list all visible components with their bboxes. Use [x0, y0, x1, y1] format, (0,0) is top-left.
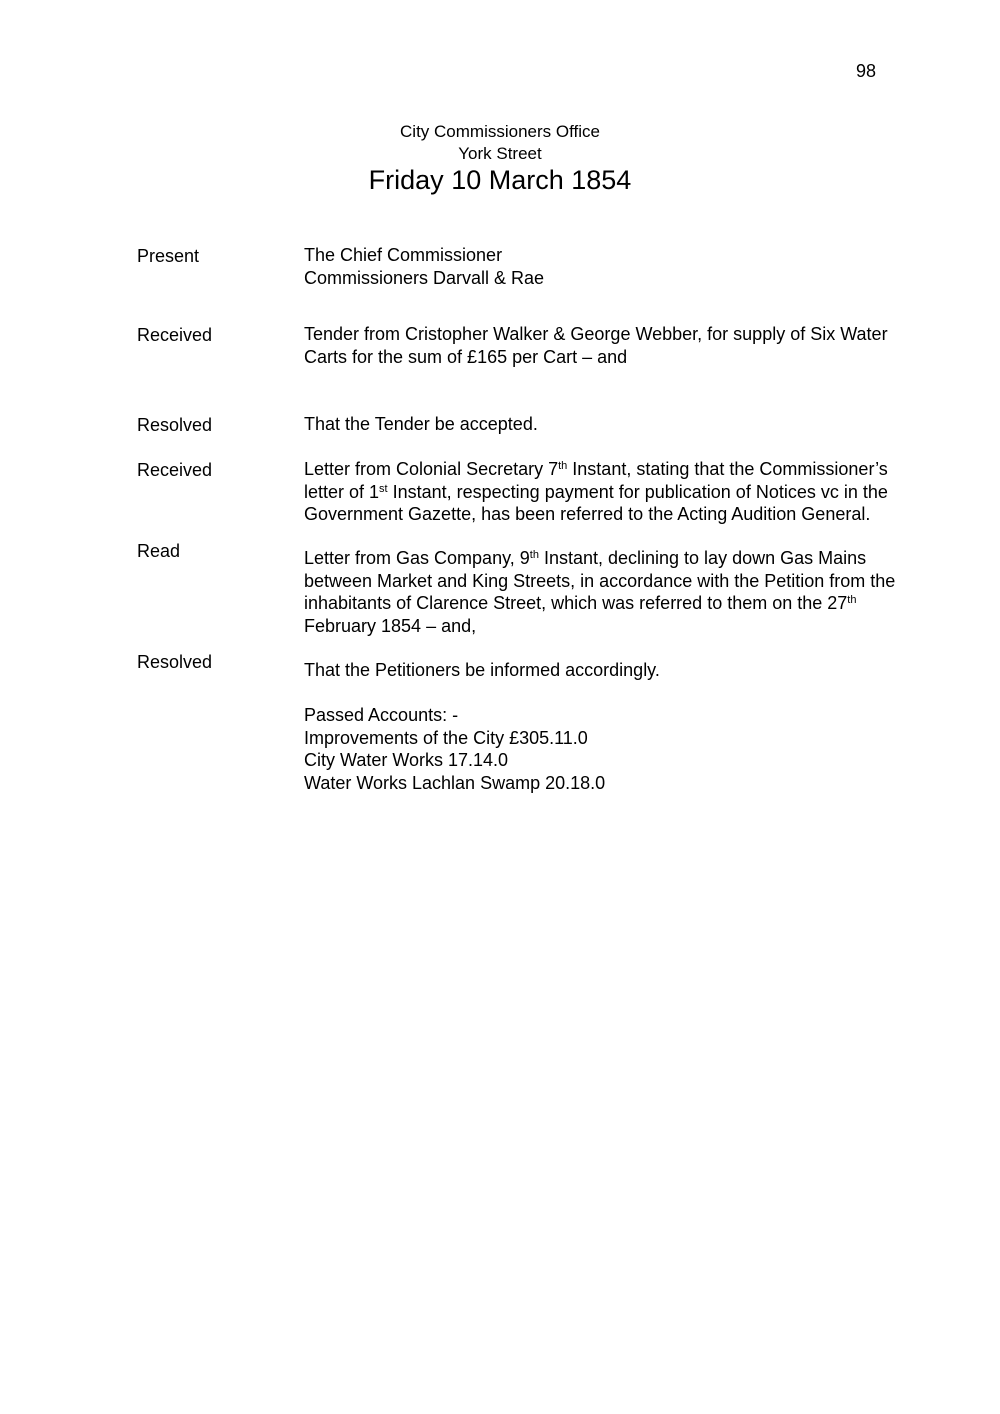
- letter-line: inhabitants of Clarence Street, which was referred to them on the 27th: [304, 593, 857, 613]
- present-line: Commissioners Darvall & Rae: [304, 267, 545, 288]
- letter-line: February 1854 – and,: [304, 615, 477, 636]
- street-name: York Street: [458, 144, 542, 163]
- label-resolved: Resolved: [137, 652, 213, 672]
- letter-line: Letter from Gas Company, 9th Instant, declining to lay down Gas Mains: [304, 548, 867, 568]
- letter-line: between Market and King Streets, in accordance with the Petition from the: [304, 570, 896, 591]
- letter-line: Letter from Colonial Secretary 7th Instant, stating that the Commissioner’s: [304, 459, 888, 479]
- label-read: Read: [137, 541, 181, 561]
- present-entry: [304, 244, 924, 289]
- resolution-entry: [304, 413, 924, 436]
- letter-line: Government Gazette, has been referred to the Acting Audition General.: [304, 504, 871, 524]
- tender-line: Tender from Cristopher Walker & George Webber, for supply of Six Water: [304, 324, 888, 344]
- tender-line: Carts for the sum of £165 per Cart – and: [304, 346, 628, 367]
- office-name: City Commissioners Office: [400, 122, 600, 141]
- label-received: Received: [137, 325, 213, 345]
- resolution-entry: [304, 659, 924, 682]
- tender-entry: [304, 323, 924, 368]
- account-item: City Water Works 17.14.0: [304, 750, 509, 770]
- ordinal-suffix: st: [379, 482, 388, 495]
- accounts-heading: Passed Accounts: -: [304, 705, 459, 725]
- ordinal-suffix: th: [847, 594, 857, 606]
- account-item: Water Works Lachlan Swamp 20.18.0: [304, 772, 606, 793]
- meeting-date: Friday 10 March 1854: [368, 165, 632, 195]
- resolution-text: That the Petitioners be informed accordingly.: [304, 660, 660, 680]
- ordinal-suffix: th: [558, 460, 568, 472]
- label-received: Received: [137, 460, 213, 480]
- page-number: 98: [856, 61, 877, 81]
- colonial-letter-entry: [304, 458, 924, 526]
- ordinal-suffix: th: [529, 549, 539, 561]
- passed-accounts: [304, 704, 924, 794]
- gas-letter-entry: [304, 547, 924, 637]
- label-resolved: Resolved: [137, 415, 213, 435]
- label-present: Present: [137, 246, 200, 266]
- present-line: The Chief Commissioner: [304, 245, 503, 265]
- resolution-text: That the Tender be accepted.: [304, 414, 538, 434]
- account-item: Improvements of the City £305.11.0: [304, 727, 588, 748]
- letter-line: letter of 1st Instant, respecting payment for publication of Notices vc in the: [304, 481, 888, 502]
